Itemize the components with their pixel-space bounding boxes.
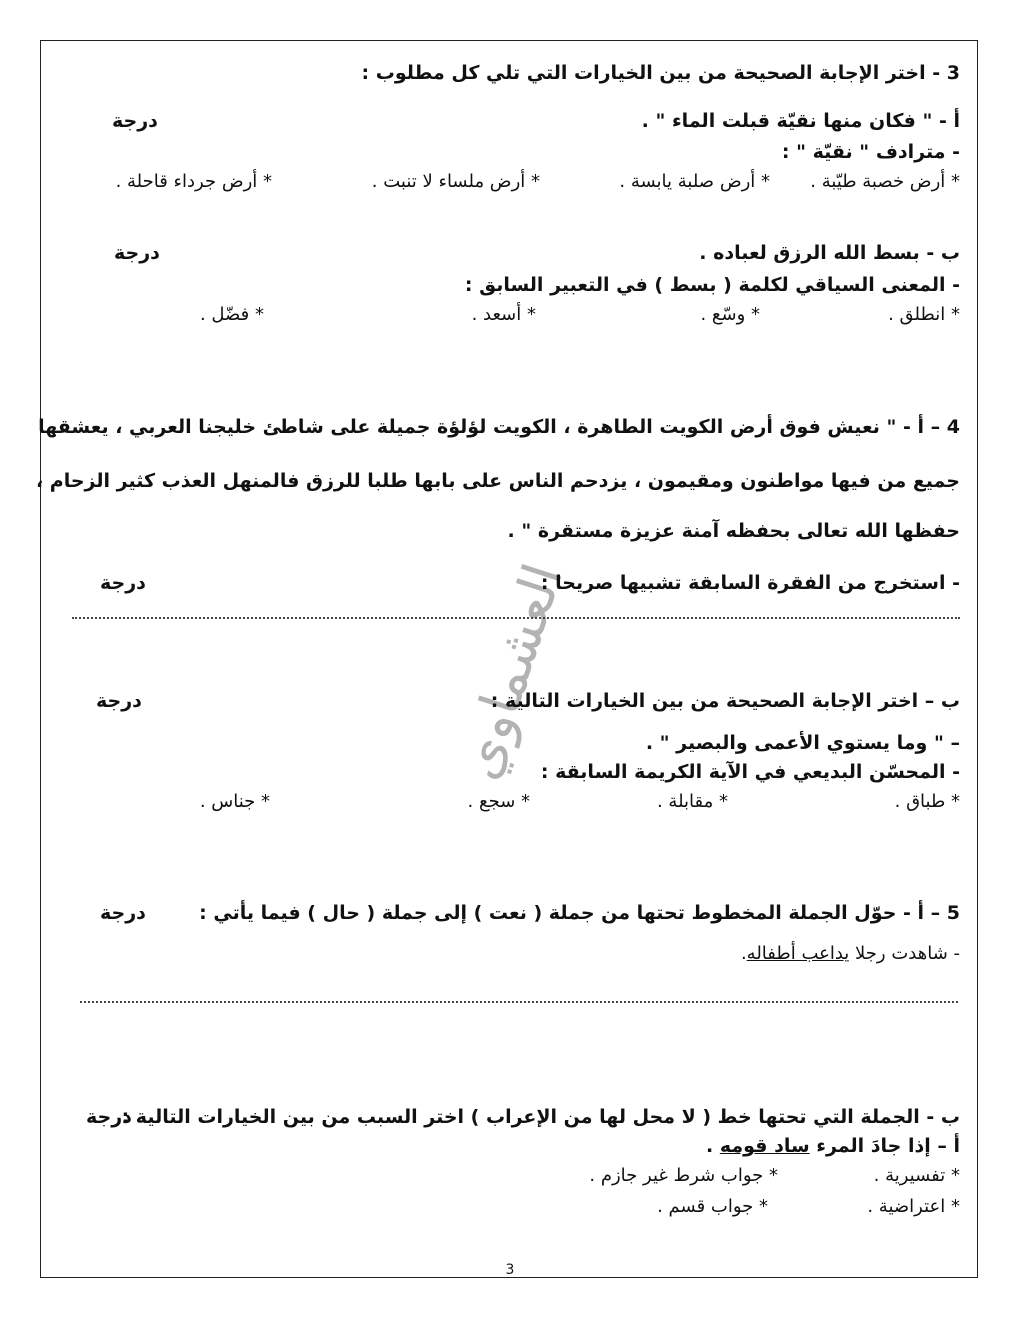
q4a-paragraph-line-2: جميع من فيها مواطنون ومقيمون ، يزدحم الناس على بابها طلبا للرزق فالمنهل العذب كثير الزحام ،	[35, 470, 960, 492]
q3a-option-4: * أرض جرداء قاحلة .	[115, 171, 272, 192]
q5b-underlined-phrase: ساد قومه	[719, 1135, 810, 1157]
q3b-option-4: * فضّل .	[199, 304, 264, 325]
q3b-ask: - المعنى السياقي لكلمة ( بسط ) في التعبير السابق :	[464, 274, 960, 296]
q3a-option-3: * أرض ملساء لا تنبت .	[371, 171, 540, 192]
q5a-grade: درجة	[100, 902, 146, 924]
q3a-ask: - مترادف " نقيّة " :	[781, 141, 960, 163]
q5b-sentence	[706, 1135, 960, 1157]
q4a-paragraph-line-1: 4 – أ - " نعيش فوق أرض الكويت الطاهرة ، الكويت لؤلؤة جميلة على شاطئ خليجنا العربي ، يعشقها	[38, 416, 960, 438]
q3b-grade: درجة	[114, 242, 160, 264]
q4a-paragraph-line-3: حفظها الله تعالى بحفظه آمنة عزيزة مستقرة " .	[507, 520, 960, 542]
q5b-grade: درجة	[86, 1106, 132, 1128]
q5a-title: 5 – أ - حوّل الجملة المخطوط تحتها من جملة ( نعت ) إلى جملة ( حال ) فيما يأتي :	[199, 902, 960, 924]
q4b-option-2: * مقابلة .	[656, 791, 728, 812]
q3b-option-3: * أسعد .	[471, 304, 536, 325]
q5b-sentence-prefix: أ – إذا جادَ المرء	[809, 1135, 960, 1157]
q4b-title: ب – اختر الإجابة الصحيحة من بين الخيارات التالية :	[490, 690, 960, 712]
q5b-sentence-suffix: .	[705, 1135, 720, 1157]
q5a-underlined-phrase: يداعب أطفاله	[746, 943, 850, 964]
q5a-sentence-suffix: .	[740, 943, 747, 964]
q4a-grade: درجة	[100, 572, 146, 594]
q5b-option-2: * جواب شرط غير جازم .	[589, 1165, 778, 1186]
q3b-option-2: * وسّع .	[700, 304, 760, 325]
q3b-sentence: ب - بسط الله الرزق لعباده .	[699, 242, 960, 264]
q5a-answer-line[interactable]	[80, 1001, 958, 1003]
q3a-grade: درجة	[112, 110, 158, 132]
q4b-option-4: * جناس .	[199, 791, 270, 812]
q5b-option-4: * جواب قسم .	[657, 1196, 768, 1217]
q5b-option-3: * اعتراضية .	[867, 1196, 960, 1217]
q4b-ask: - المحسّن البديعي في الآية الكريمة السابقة :	[540, 761, 960, 783]
q3a-option-2: * أرض صلبة يابسة .	[619, 171, 770, 192]
q4b-verse: – " وما يستوي الأعمى والبصير " .	[645, 732, 960, 754]
q4a-ask: - استخرج من الفقرة السابقة تشبيها صريحا :	[540, 572, 960, 594]
q5a-sentence-prefix: - شاهدت رجلا	[849, 943, 960, 964]
q3a-sentence: أ - " فكان منها نقيّة قبلت الماء " .	[641, 110, 960, 132]
q3b-option-1: * انطلق .	[888, 304, 960, 325]
page-number: 3	[505, 1262, 515, 1278]
q4a-answer-line[interactable]	[72, 617, 960, 619]
q3a-option-1: * أرض خصبة طيّبة .	[810, 171, 960, 192]
watermark: العشماوي	[446, 556, 576, 787]
q5a-sentence	[741, 943, 960, 964]
q4b-grade: درجة	[96, 690, 142, 712]
q5b-title: ب - الجملة التي تحتها خط ( لا محل لها من الإعراب ) اختر السبب من بين الخيارات التالية :	[121, 1106, 960, 1128]
q3-title: 3 - اختر الإجابة الصحيحة من بين الخيارات التي تلي كل مطلوب :	[361, 62, 960, 84]
q4b-option-3: * سجع .	[467, 791, 530, 812]
q5b-option-1: * تفسيرية .	[873, 1165, 960, 1186]
q4b-option-1: * طباق .	[894, 791, 960, 812]
